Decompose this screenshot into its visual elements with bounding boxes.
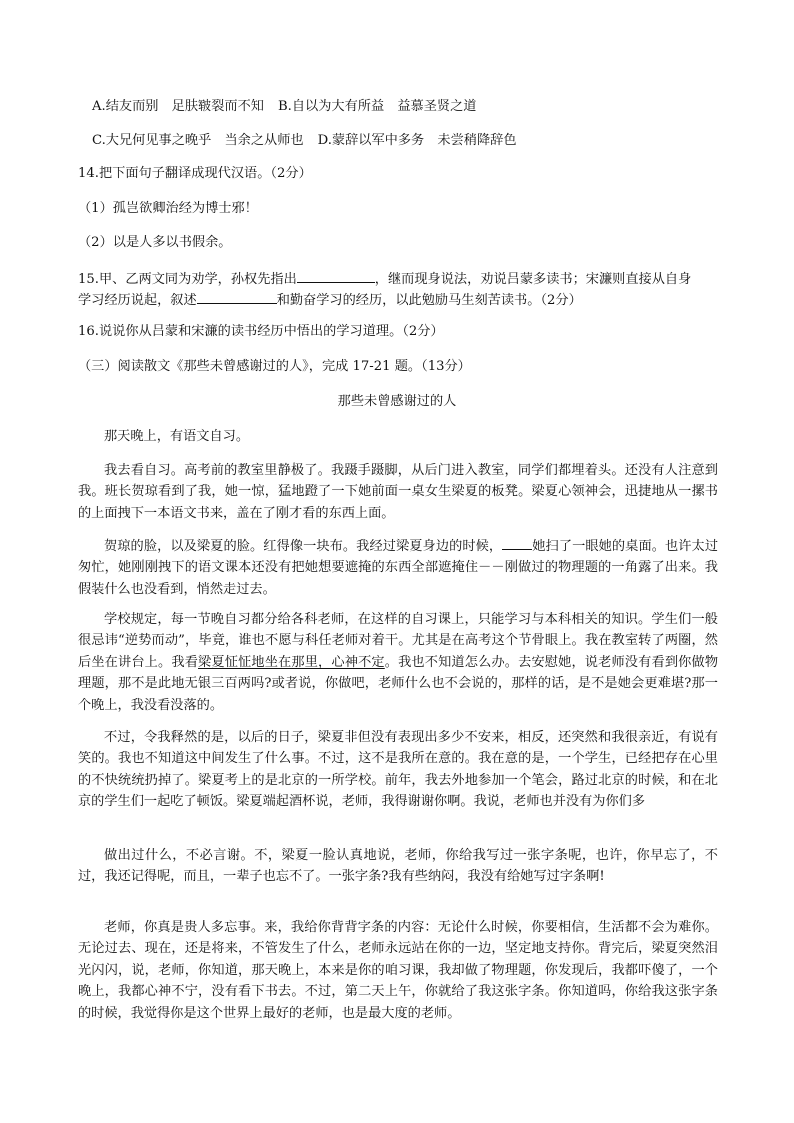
- article-paragraph-7: 老师，你真是贵人多忘事。来，我给你背背字条的内容：无论什么时候，你要相信，生活都不会为难你。无论过去、现在，还是将来，不管发生了什么，老师永远站在你的一边，坚定地支持你。背完后，梁夏突然泪光闪闪，说，老师，你知道，那天晚上，本来是你的咱习课，我却做了物理题，你发现后，我都吓傻了，一个晚上，我都心神不宁，没有看下书去。不过，第二天上午，你就给了我这张字条。你知道吗，你给我这张字条的时候，我觉得你是这个世界上最好的老师，也是最大度的老师。: [78, 920, 718, 1021]
- paragraph-text: 贺琼的脸，以及梁夏的脸。红得像一块布。我经过梁夏身边的时候，: [104, 539, 503, 554]
- article-paragraph-4: [78, 609, 718, 716]
- paragraph-text: 她扫了一眼她的桌面。也许太过匆忙，她刚刚拽下的语文课本还没有把她想要遮掩的东西全部遮掩住－－刚做过的物理题的一角露了出来。我假装什么也没看到，悄然走过去。: [78, 539, 719, 597]
- option-d: D.蒙辞以军中多务 未尝稍降辞色: [317, 133, 517, 148]
- article-paragraph-6: 做出过什么，不必言谢。不，梁夏一脸认真地说，老师，你给我写过一张字条呢，也许，你早忘了，不过，我还记得呢，而且，一辈子也忘不了。一张字条?我有些纳闷，我没有给她写过字条啊!: [78, 848, 718, 885]
- q13-options-row2: [92, 132, 517, 149]
- q14-sentence-2: （2）以是人多以书假余。: [78, 235, 232, 250]
- underlined-sentence: 梁夏怔怔地坐在那里，心神不定: [198, 654, 385, 670]
- q15-line2: [78, 289, 582, 309]
- q15-line1: [78, 268, 691, 288]
- q13-options-row1: [92, 98, 476, 115]
- q16-text: 16.说说你从吕蒙和宋濂的读书经历中悟出的学习道理。（2分）: [78, 324, 444, 339]
- article-title: 那些未曾感谢过的人: [337, 394, 457, 409]
- option-a: A.结友而别 足肤皲裂而不知: [92, 99, 264, 114]
- paragraph-text: 学校规定，每一节晚自习都分给各科老师，在这样的自习课上，只能学习与本科相关的知识。学生们一般很忌讳“逆势而动”，毕竟，谁也不愿与科任老师对着干。尤其是在高考这个节骨眼上。我在教室转了两圈，然后坐在讲台上。我看: [78, 612, 718, 670]
- q15-text: 和勤奋学习的经历，以此勉励马生刻苦读书。（2分）: [276, 293, 582, 308]
- option-b: B.自以为大有所益 益慕圣贤之道: [277, 99, 477, 114]
- q15-text: 15.甲、乙两文同为劝学，孙权先指出: [78, 272, 297, 287]
- q15-text: 学习经历说起，叙述: [78, 293, 197, 308]
- article-paragraph-3: [78, 535, 718, 600]
- article-paragraph-5: 不过，令我释然的是，以后的日子，梁夏非但没有表现出多少不安来，相反，还突然和我很亲近，有说有笑的。我也不知道这中间发生了什么事。不过，这不是我所在意的。我在意的是，一个学生，已经把存在心里的不快统统扔掉了。梁夏考上的是北京的一所学校。前年，我去外地参加一个笔会，路过北京的时候，和在北京的学生们一起吃了顿饭。梁夏端起酒杯说，老师，我得谢谢你啊。我说，老师也并没有为你们多: [78, 730, 718, 810]
- q15-answer-blank-2[interactable]: [197, 289, 277, 304]
- article-paragraph-1: 那天晚上，有语文自习。: [104, 429, 250, 444]
- article-paragraph-2: 我去看自习。高考前的教室里静极了。我蹑手蹑脚，从后门进入教室，同学们都埋着头。还没有人注意到我。班长贺琼看到了我，她一惊，猛地蹬了一下她前面一桌女生梁夏的板凳。梁夏心领神会，迅捷地从一摞书的上面拽下一本语文书来，盖在了刚才看的东西上面。: [78, 463, 718, 521]
- q15-text: ，继而现身说法，劝说吕蒙多读书；宋濂则直接从自身: [374, 272, 692, 287]
- q14-sentence-1: （1）孤岂欲卿治经为博士邪！: [78, 201, 258, 216]
- q14-stem: 14.把下面句子翻译成现代汉语。（2分）: [78, 166, 312, 181]
- option-c: C.大兄何见事之晚乎 当余之从师也: [92, 133, 304, 148]
- paragraph-text: 。我也不知道怎么办。去安慰她，说老师没有看到你做物理题，那不是此地无银三百两吗?或者说，你做吧，老师什么也不会说的，那样的话，是不是她会更难堪?那一个晚上，我没看没落的。: [78, 654, 719, 713]
- section3-heading: （三）阅读散文《那些未曾感谢过的人》，完成 17-21 题。（13分）: [78, 359, 471, 374]
- q15-answer-blank-1[interactable]: [297, 268, 375, 283]
- article-answer-blank[interactable]: [502, 535, 532, 550]
